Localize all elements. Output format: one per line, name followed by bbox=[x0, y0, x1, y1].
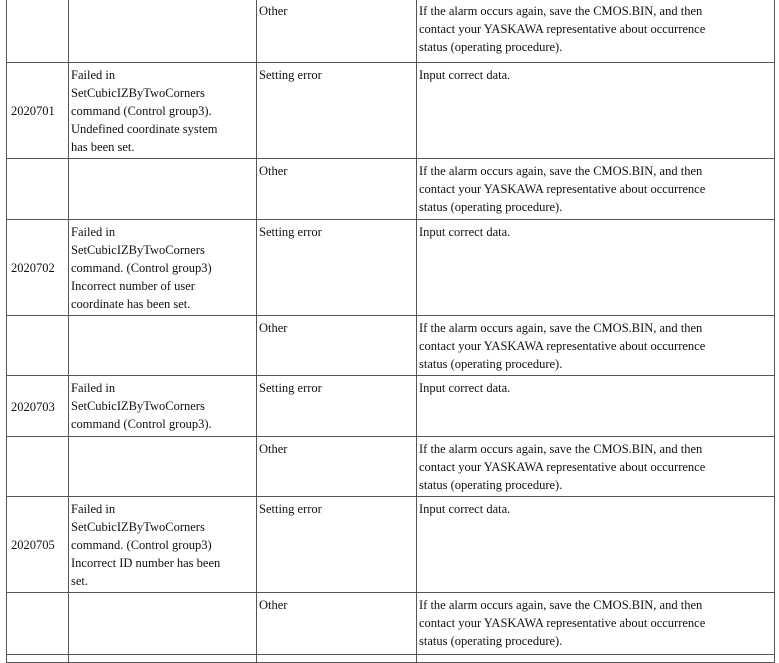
alarm-message-line: Incorrect number of user bbox=[71, 279, 195, 293]
alarm-cause-cell: Other bbox=[257, 316, 417, 376]
alarm-remedy-cell bbox=[417, 437, 775, 497]
alarm-message-line: Failed in bbox=[71, 225, 116, 239]
alarm-message-cell bbox=[69, 593, 257, 655]
alarm-remedy-cell bbox=[417, 0, 775, 63]
alarm-cause-cell: Setting error bbox=[257, 63, 417, 159]
alarm-message-line: Incorrect ID number has been bbox=[71, 556, 221, 570]
alarm-cause-cell: Other bbox=[257, 593, 417, 655]
alarm-remedy-line: status (operating procedure). bbox=[419, 40, 563, 54]
alarm-message-cell bbox=[69, 0, 257, 63]
alarm-remedy-line: If the alarm occurs again, save the CMOS.BIN, and then bbox=[419, 4, 703, 18]
alarm-message-line: command. (Control group3) bbox=[71, 538, 212, 552]
alarm-remedy-line: contact your YASKAWA representative about occurrence bbox=[419, 460, 706, 474]
alarm-message-cell bbox=[69, 316, 257, 376]
alarm-code-cell: 2020703 bbox=[7, 376, 69, 437]
alarm-remedy-cell bbox=[417, 593, 775, 655]
alarm-cause-cell: Setting error bbox=[257, 376, 417, 437]
alarm-cause-cell: Other bbox=[257, 0, 417, 63]
alarm-code-cell: 2020701 bbox=[7, 63, 69, 159]
alarm-remedy-line: If the alarm occurs again, save the CMOS.BIN, and then bbox=[419, 598, 703, 612]
alarm-remedy-line: If the alarm occurs again, save the CMOS.BIN, and then bbox=[419, 321, 703, 335]
alarm-message-cell bbox=[69, 497, 257, 593]
alarm-message-cell bbox=[69, 437, 257, 497]
alarm-remedy-line: contact your YASKAWA representative about occurrence bbox=[419, 22, 706, 36]
alarm-remedy-line: If the alarm occurs again, save the CMOS.BIN, and then bbox=[419, 442, 703, 456]
alarm-remedy-cell bbox=[417, 63, 775, 159]
alarm-message-line: coordinate has been set. bbox=[71, 297, 191, 311]
alarm-code-cell bbox=[7, 593, 69, 655]
alarm-message-cell bbox=[69, 63, 257, 159]
alarm-cause-cell: Other bbox=[257, 159, 417, 220]
alarm-cause-cell: Setting error bbox=[257, 497, 417, 593]
alarm-code-cell: 2020702 bbox=[7, 220, 69, 316]
alarm-remedy-line: contact your YASKAWA representative about occurrence bbox=[419, 616, 706, 630]
alarm-message-line: SetCubicIZByTwoCorners bbox=[71, 399, 205, 413]
alarm-code-cell bbox=[7, 316, 69, 376]
alarm-message-line: command (Control group3). bbox=[71, 104, 212, 118]
alarm-message-line: Failed in bbox=[71, 68, 116, 82]
alarm-message-line: Failed in bbox=[71, 381, 116, 395]
table-row bbox=[7, 159, 775, 220]
alarm-remedy-line: Input correct data. bbox=[419, 68, 511, 82]
table-row bbox=[7, 0, 775, 63]
alarm-remedy-line: status (operating procedure). bbox=[419, 357, 563, 371]
table-row bbox=[7, 376, 775, 437]
alarm-remedy-line: status (operating procedure). bbox=[419, 478, 563, 492]
alarm-code-cell: 2020705 bbox=[7, 497, 69, 593]
alarm-remedy-line: Input correct data. bbox=[419, 502, 511, 516]
alarm-remedy-line: If the alarm occurs again, save the CMOS.BIN, and then bbox=[419, 164, 703, 178]
table-row bbox=[7, 220, 775, 316]
table-row bbox=[7, 593, 775, 655]
alarm-table-body bbox=[7, 0, 775, 663]
table-row bbox=[7, 316, 775, 376]
alarm-remedy-line: status (operating procedure). bbox=[419, 634, 563, 648]
alarm-message-cell bbox=[69, 220, 257, 316]
alarm-message-line: SetCubicIZByTwoCorners bbox=[71, 520, 205, 534]
alarm-remedy-line: status (operating procedure). bbox=[419, 200, 563, 214]
alarm-remedy-line: contact your YASKAWA representative about occurrence bbox=[419, 182, 706, 196]
alarm-message-line: command. (Control group3) bbox=[71, 261, 212, 275]
table-row bbox=[7, 497, 775, 593]
table-row bbox=[7, 437, 775, 497]
alarm-code-cell bbox=[7, 159, 69, 220]
alarm-remedy-cell bbox=[417, 316, 775, 376]
table-row bbox=[7, 63, 775, 159]
alarm-remedy-line: Input correct data. bbox=[419, 381, 511, 395]
alarm-cause-cell: Setting error bbox=[257, 220, 417, 316]
alarm-message-line: set. bbox=[71, 574, 89, 588]
alarm-message-line: has been set. bbox=[71, 140, 135, 154]
alarm-cause-cell: Other bbox=[257, 437, 417, 497]
alarm-remedy-cell bbox=[417, 159, 775, 220]
alarm-message-line: Failed in bbox=[71, 502, 116, 516]
alarm-code-cell bbox=[7, 437, 69, 497]
alarm-remedy-cell bbox=[417, 376, 775, 437]
alarm-message-line: Undefined coordinate system bbox=[71, 122, 218, 136]
alarm-message-cell bbox=[69, 376, 257, 437]
alarm-remedy-line: contact your YASKAWA representative about occurrence bbox=[419, 339, 706, 353]
alarm-remedy-cell bbox=[417, 220, 775, 316]
alarm-table bbox=[6, 0, 775, 663]
alarm-message-cell bbox=[69, 159, 257, 220]
alarm-remedy-cell bbox=[417, 497, 775, 593]
alarm-remedy-line: Input correct data. bbox=[419, 225, 511, 239]
alarm-message-line: SetCubicIZByTwoCorners bbox=[71, 243, 205, 257]
alarm-message-line: SetCubicIZByTwoCorners bbox=[71, 86, 205, 100]
alarm-code-cell bbox=[7, 0, 69, 63]
alarm-message-line: command (Control group3). bbox=[71, 417, 212, 431]
